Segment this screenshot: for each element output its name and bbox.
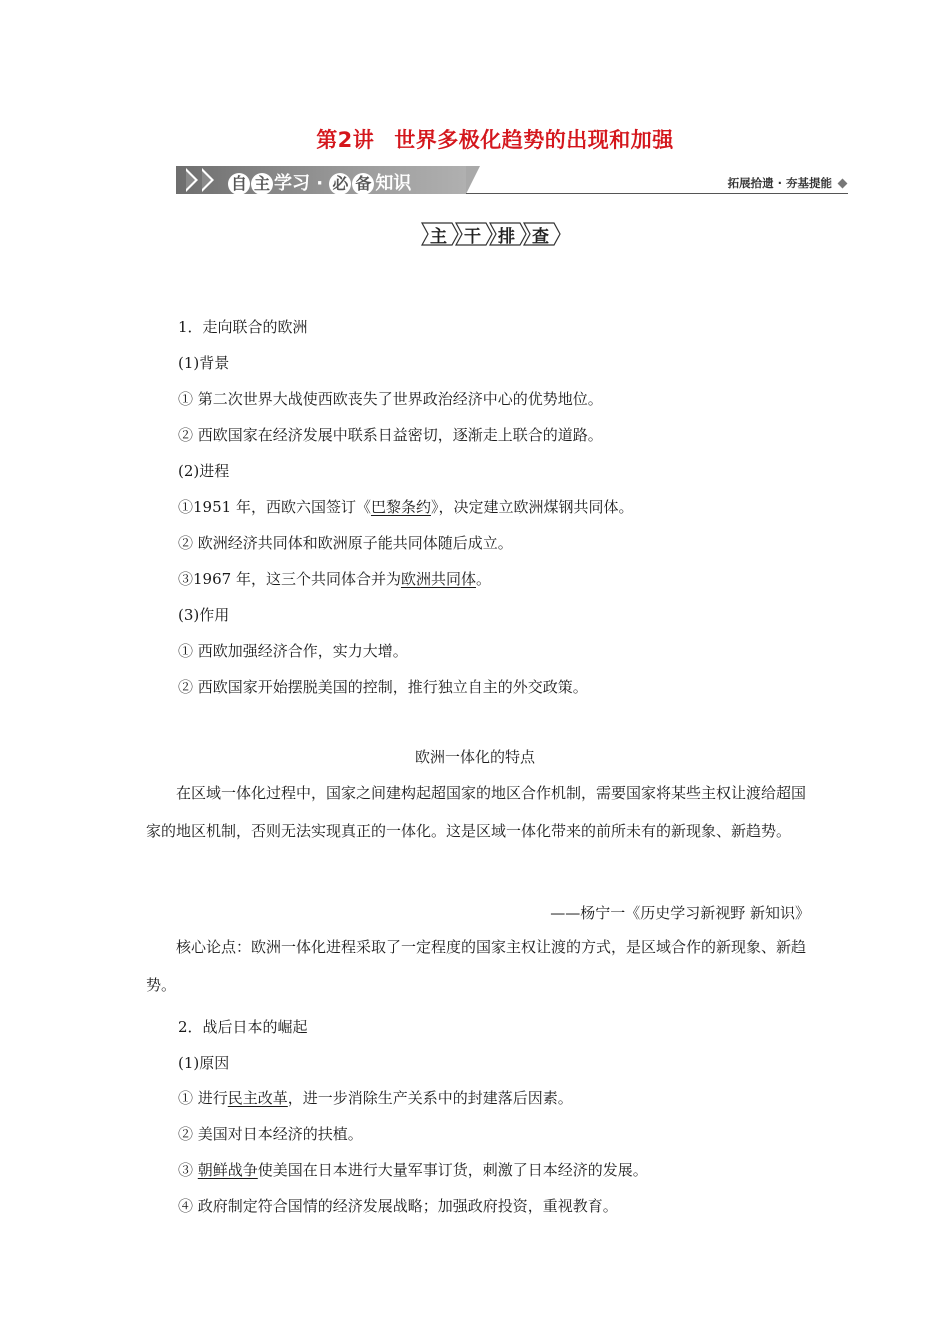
section-tag: 查 — [522, 221, 562, 247]
banner-title: 自 主 学习 · 必 备 知识 — [228, 169, 411, 195]
list-item: ② 西欧国家开始摆脱美国的控制，推行独立自主的外交政策。 — [178, 678, 588, 696]
subheading: (3)作用 — [178, 606, 230, 624]
subheading: (1)背景 — [178, 354, 230, 372]
key-term: 欧洲共同体 — [400, 570, 476, 588]
list-item: ③1967 年，这三个共同体合并为欧洲共同体。 — [178, 570, 491, 588]
list-item: ② 欧洲经济共同体和欧洲原子能共同体随后成立。 — [178, 534, 513, 552]
section-tag: 干 — [454, 221, 494, 247]
section-banner — [176, 166, 848, 196]
subheading: (2)进程 — [178, 462, 230, 480]
list-item: ④ 政府制定符合国情的经济发展战略；加强政府投资，重视教育。 — [178, 1197, 618, 1215]
banner-subtitle: 拓展拾遗 · 夯基提能 — [727, 176, 832, 190]
core-point: 核心论点：欧洲一体化进程采取了一定程度的国家主权让渡的方式，是区域合作的新现象、新趋势。 — [146, 938, 807, 994]
key-term: 民主改革 — [227, 1089, 288, 1107]
list-item: ① 第二次世界大战使西欧丧失了世界政治经济中心的优势地位。 — [178, 390, 603, 408]
diamond-icon — [838, 179, 848, 189]
section-tag: 排 — [488, 221, 528, 247]
page-title — [0, 124, 950, 154]
quote-source: ——杨宁一《历史学习新视野 新知识》 — [550, 904, 810, 922]
quote-paragraph: 在区域一体化过程中，国家之间建构起超国家的地区合作机制，需要国家将某些主权让渡给超国家的地区机制，否则无法实现真正的一体化。这是区域一体化带来的前所未有的新现象、新趋势。 — [146, 784, 807, 840]
lecture-number: 第2讲 — [316, 128, 375, 152]
subheading: (1)原因 — [178, 1054, 230, 1072]
lecture-name: 世界多极化趋势的出现和加强 — [394, 128, 674, 152]
list-item: ② 美国对日本经济的扶植。 — [178, 1125, 363, 1143]
box-title: 欧洲一体化的特点 — [414, 748, 535, 766]
section-heading: 1．走向联合的欧洲 — [178, 318, 308, 336]
list-item: ② 西欧国家在经济发展中联系日益密切，逐渐走上联合的道路。 — [178, 426, 603, 444]
section-heading: 2．战后日本的崛起 — [178, 1018, 308, 1036]
key-term: 巴黎条约 — [370, 498, 431, 516]
list-item: ③ 朝鲜战争使美国在日本进行大量军事订货，刺激了日本经济的发展。 — [178, 1161, 648, 1179]
section-tag: 主 — [420, 221, 460, 247]
list-item: ① 进行民主改革，进一步消除生产关系中的封建落后因素。 — [178, 1089, 573, 1107]
list-item: ①1951 年，西欧六国签订《巴黎条约》，决定建立欧洲煤钢共同体。 — [178, 498, 634, 516]
list-item: ① 西欧加强经济合作，实力大增。 — [178, 642, 408, 660]
key-term: 朝鲜战争 — [197, 1161, 258, 1179]
